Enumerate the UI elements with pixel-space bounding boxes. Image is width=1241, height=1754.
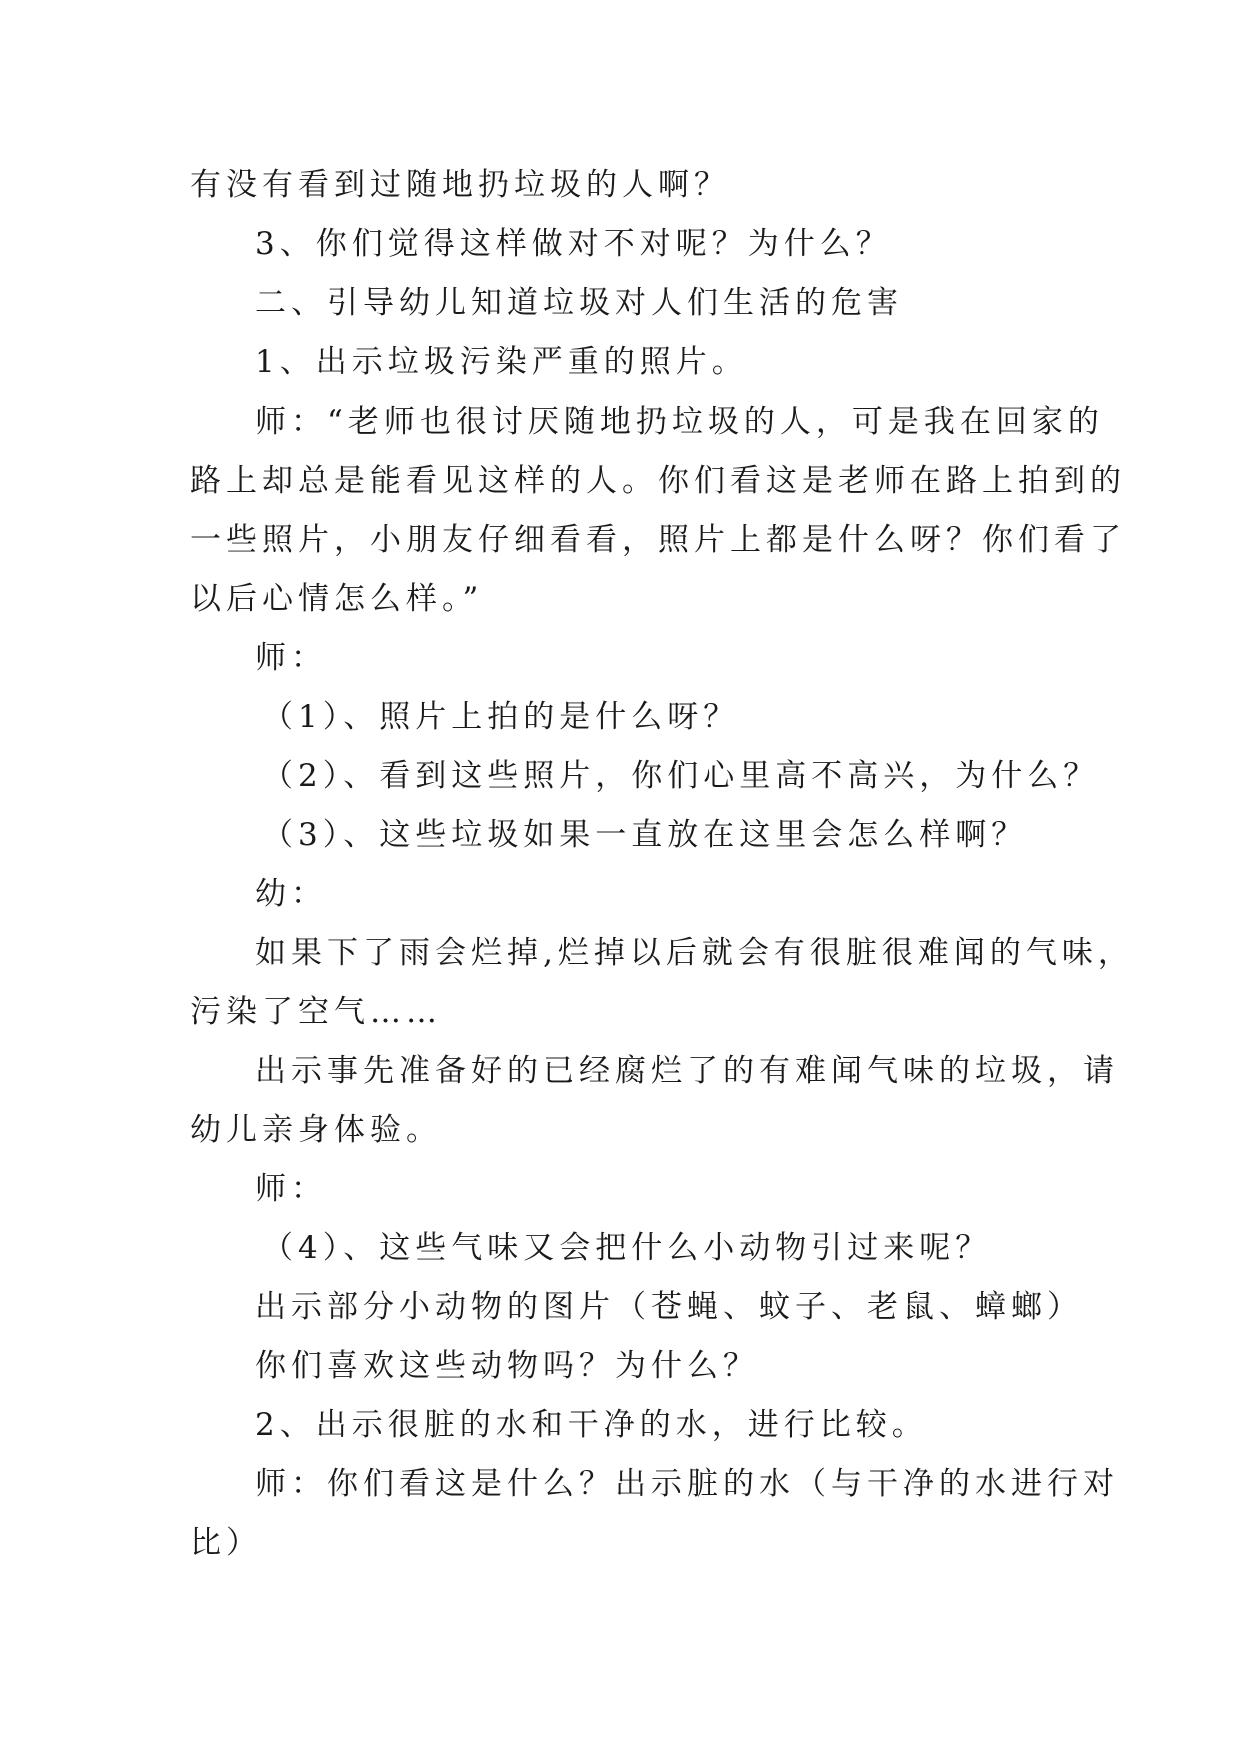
text-line-18: 师： <box>255 1171 327 1207</box>
text-line-20: 出示部分小动物的图片（苍蝇、蚊子、老鼠、蟑螂） <box>255 1289 1083 1325</box>
text-line-16: 出示事先准备好的已经腐烂了的有难闻气味的垃圾，请 <box>255 1053 1119 1089</box>
text-line-7: 一些照片，小朋友仔细看看，照片上都是什么呀？你们看了 <box>190 522 1126 558</box>
text-line-21: 你们喜欢这些动物吗？为什么？ <box>255 1348 759 1384</box>
text-line-17: 幼儿亲身体验。 <box>190 1112 442 1148</box>
text-line-3: 二、引导幼儿知道垃圾对人们生活的危害 <box>255 285 903 321</box>
text-line-19: （4）、这些气味又会把什么小动物引过来呢？ <box>262 1230 992 1266</box>
text-line-6: 路上却总是能看见这样的人。你们看这是老师在路上拍到的 <box>190 463 1126 499</box>
text-line-24: 比） <box>190 1525 262 1561</box>
text-line-22: 2、出示很脏的水和干净的水，进行比较。 <box>255 1407 928 1443</box>
text-line-9: 师： <box>255 640 327 676</box>
text-line-1: 有没有看到过随地扔垃圾的人啊？ <box>190 167 730 203</box>
text-line-4: 1、出示垃圾污染严重的照片。 <box>255 344 748 380</box>
text-line-5: 师：“老师也很讨厌随地扔垃圾的人，可是我在回家的 <box>255 404 1104 440</box>
text-line-14: 如果下了雨会烂掉,烂掉以后就会有很脏很难闻的气味， <box>255 935 1134 971</box>
text-line-12: （3）、这些垃圾如果一直放在这里会怎么样啊？ <box>262 817 1028 853</box>
text-line-11: （2）、看到这些照片，你们心里高不高兴，为什么？ <box>262 758 1100 794</box>
text-line-23: 师：你们看这是什么？出示脏的水（与干净的水进行对 <box>255 1466 1119 1502</box>
text-line-8: 以后心情怎么样。” <box>190 581 484 617</box>
text-line-10: （1）、照片上拍的是什么呀？ <box>262 699 740 735</box>
text-line-13: 幼： <box>255 876 327 912</box>
text-line-2: 3、你们觉得这样做对不对呢？为什么？ <box>255 226 892 262</box>
text-line-15: 污染了空气…… <box>190 994 442 1030</box>
